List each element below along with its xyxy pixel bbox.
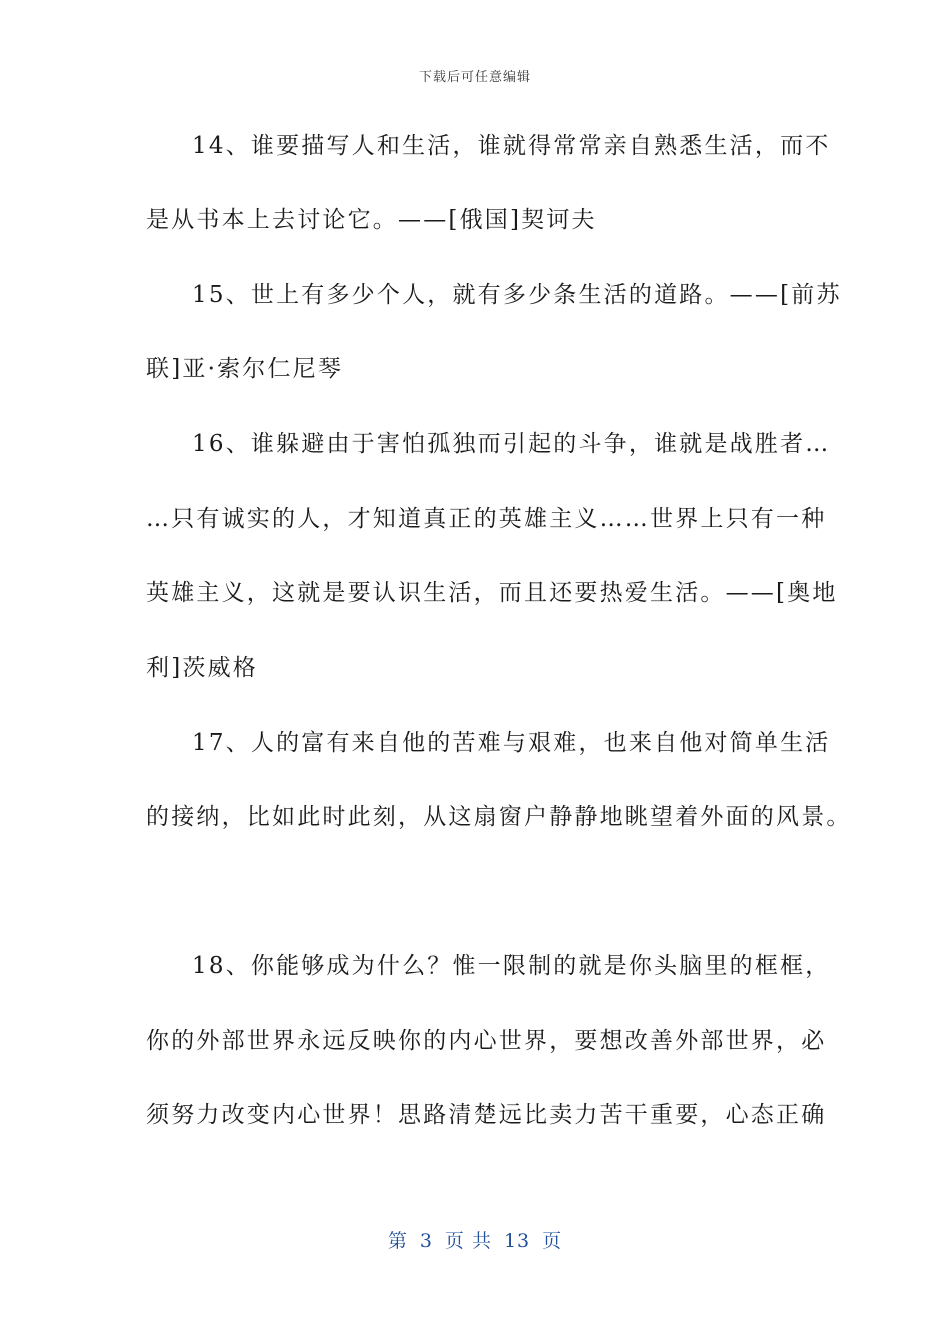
page-header: 下载后可任意编辑 bbox=[418, 70, 531, 85]
text-line: 你的外部世界永远反映你的内心世界，要想改善外部世界，必 bbox=[146, 1028, 827, 1054]
text-line: 英雄主义，这就是要认识生活，而且还要热爱生活。——[奥地 bbox=[146, 580, 838, 606]
total-pages: 13 bbox=[503, 1230, 531, 1252]
text-line: …只有诚实的人，才知道真正的英雄主义……世界上只有一种 bbox=[146, 506, 827, 532]
footer-middle: 页 共 bbox=[444, 1230, 492, 1252]
footer-suffix: 页 bbox=[542, 1230, 563, 1252]
text-line: 是从书本上去讨论它。——[俄国]契诃夫 bbox=[146, 207, 597, 233]
text-line: 15、世上有多少个人，就有多少条生活的道路。——[前苏 bbox=[192, 282, 842, 308]
page-number: 3 bbox=[419, 1230, 433, 1252]
text-line: 16、谁躲避由于害怕孤独而引起的斗争，谁就是战胜者… bbox=[192, 431, 831, 457]
text-line: 利]茨威格 bbox=[146, 655, 258, 681]
footer-prefix: 第 bbox=[387, 1230, 408, 1252]
text-line: 的接纳，比如此时此刻，从这扇窗户静静地眺望着外面的风景。 bbox=[146, 804, 852, 830]
page-footer bbox=[0, 1226, 950, 1253]
text-line: 18、你能够成为什么？惟一限制的就是你头脑里的框框， bbox=[192, 953, 831, 979]
text-line: 17、人的富有来自他的苦难与艰难，也来自他对简单生活 bbox=[192, 730, 831, 756]
text-line: 须努力改变内心世界！思路清楚远比卖力苦干重要，心态正确 bbox=[146, 1102, 827, 1128]
text-line: 14、谁要描写人和生活，谁就得常常亲自熟悉生活，而不 bbox=[192, 133, 831, 159]
text-line: 联]亚·索尔仁尼琴 bbox=[146, 356, 344, 382]
